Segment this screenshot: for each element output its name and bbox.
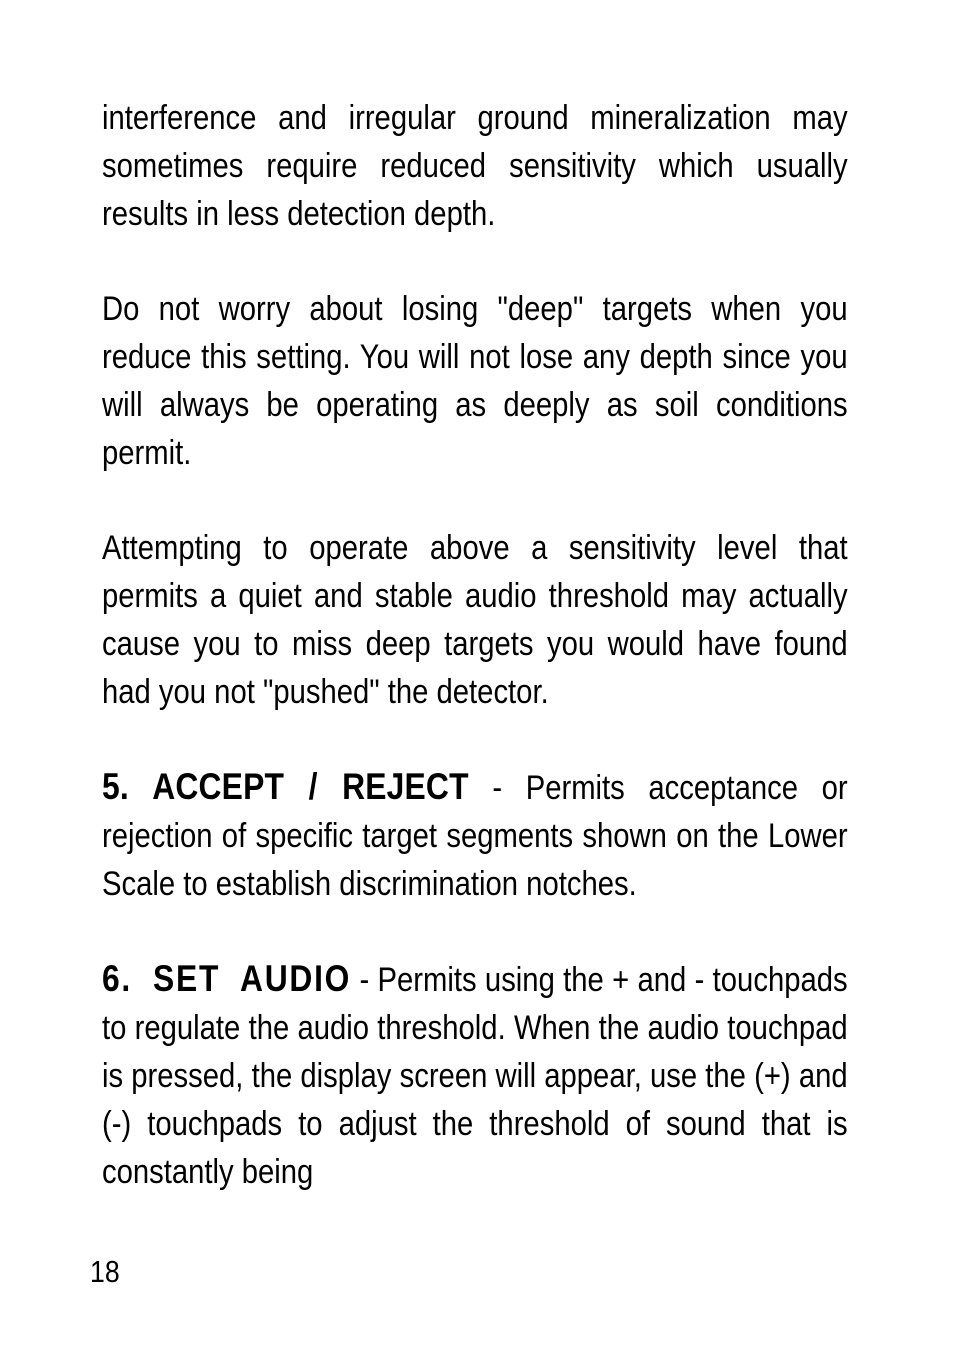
page-number: 18: [90, 1254, 120, 1289]
accept-reject-text: - Permits acceptance or rejection of specific target segments shown on the Lower Scale to establish discrimination notches.: [102, 769, 848, 903]
page-body: [102, 94, 848, 1243]
set-audio-heading: 6. SET AUDIO: [102, 958, 352, 999]
paragraph-sensitivity-level: Attempting to operate above a sensitivity level that permits a quiet and stable audio threshold may actually cause you to miss deep targets you would have found had you not "pushed" the detector.: [102, 529, 848, 711]
section-set-audio: [102, 955, 848, 1196]
paragraph-deep-targets: Do not worry about losing "deep" targets when you reduce this setting. You will not lose any depth since you will always be operating as deeply as soil conditions permit.: [102, 290, 848, 472]
section-accept-reject: [102, 763, 848, 908]
paragraph-interference: interference and irregular ground mineralization may sometimes require reduced sensitivity which usually results in less detection depth.: [102, 99, 848, 233]
accept-reject-heading: 5. ACCEPT / REJECT: [102, 766, 469, 807]
set-audio-text: - Permits using the + and - touchpads to regulate the audio threshold. When the audio touchpad is pressed, the display screen will appear, use the (+) and (-) touchpads to adjust the threshold of sound that is constantly being: [102, 961, 848, 1191]
